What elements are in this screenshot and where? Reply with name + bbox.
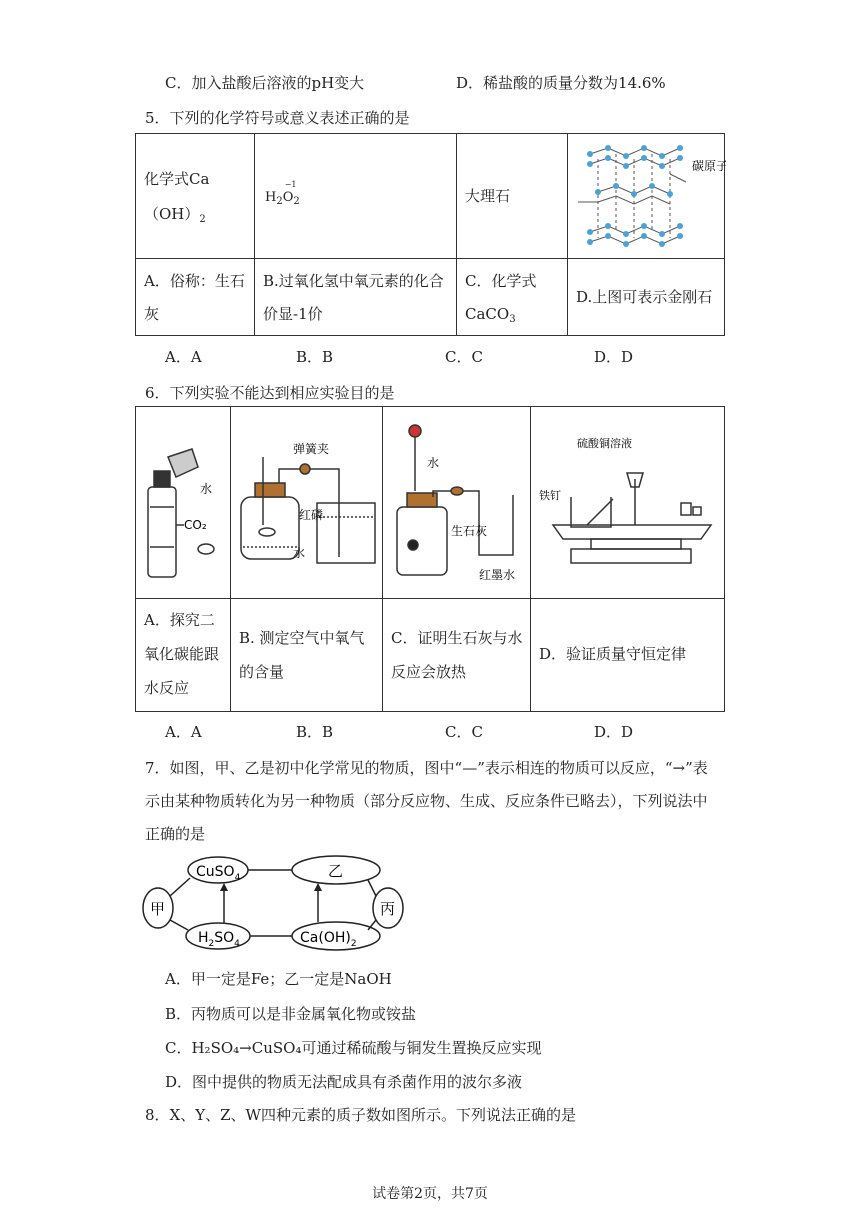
q5-choice-a[interactable]: A．A	[165, 348, 202, 366]
q5-option-c-line2: CaCO$_3$	[465, 305, 516, 325]
q5-cell-r2c2	[254, 258, 457, 336]
q5-option-a-line2: 灰	[144, 305, 160, 323]
cuso4-node: CuSO$_4$	[196, 864, 241, 883]
fig-a-co2-label: CO₂	[184, 518, 207, 532]
q5-cell-r2c3	[456, 258, 568, 336]
q4-option-d: D．稀盐酸的质量分数为14.6%	[456, 74, 666, 92]
fig-c-ink-label: 红墨水	[479, 568, 516, 582]
q7-stem-line1: 7．如图，甲、乙是初中化学常见的物质，图中“—”表示相连的物质可以反应，“→”表	[145, 759, 708, 777]
q6-option-c-line2: 反应会放热	[391, 663, 467, 681]
fig-c-water-label: 水	[427, 456, 440, 470]
q6-option-c-line1: C．证明生石灰与水	[391, 629, 523, 647]
q6-fig-b	[230, 406, 383, 599]
q6-cell-a	[135, 598, 231, 712]
oxygen-measure-figure	[231, 407, 384, 600]
q5-h2o2: $H_2$ −1 $O_2$	[265, 180, 300, 207]
q6-option-a-line3: 水反应	[144, 679, 190, 697]
q7-option-c[interactable]: C．H₂SO₄→CuSO₄可通过稀硫酸与铜发生置换反应实现	[165, 1039, 542, 1057]
q5-cell-r2c4	[567, 258, 725, 336]
q6-fig-d	[530, 406, 725, 599]
q5-cell-r1c1	[135, 133, 255, 259]
q5-marble: 大理石	[465, 187, 511, 205]
q7-relation-diagram	[140, 850, 420, 960]
fig-b-water-label: 水	[293, 546, 306, 560]
q5-formula-line2: $(OH)_2$	[144, 205, 206, 225]
q6-option-a-line2: 氧化碳能跟	[144, 645, 220, 663]
quicklime-figure	[383, 407, 532, 600]
caoh2-node: $Ca(OH)_2$	[300, 930, 357, 949]
fig-a-water-label: 水	[200, 482, 213, 496]
q6-option-a-line1: A．探究二	[144, 611, 215, 629]
q6-choice-b[interactable]: B．B	[296, 723, 334, 741]
q6-choice-a[interactable]: A．A	[165, 723, 202, 741]
q5-option-b-line2: 价显-1价	[263, 305, 323, 323]
q6-fig-c	[382, 406, 531, 599]
fig-d-solution-label: 硫酸铜溶液	[577, 437, 632, 450]
q5-choice-d[interactable]: D．D	[594, 348, 634, 366]
fig-d-nail-label: 铁钉	[539, 489, 561, 502]
balance-figure	[531, 407, 726, 600]
carbon-atom-label: 碳原子	[692, 159, 726, 173]
q6-option-b-line2: 的含量	[239, 663, 285, 681]
q5-option-b-line1: B.过氧化氢中氧元素的化合	[263, 272, 444, 290]
q7-option-a[interactable]: A．甲一定是Fe；乙一定是NaOH	[165, 970, 392, 988]
q5-cell-r1c4	[567, 133, 725, 259]
q7-option-b[interactable]: B．丙物质可以是非金属氧化物或铵盐	[165, 1005, 417, 1023]
co2-bottle-figure	[136, 407, 232, 600]
q6-option-b-line1: B. 测定空气中氧气	[239, 629, 365, 647]
diamond-structure-figure	[568, 134, 726, 260]
q6-cell-c	[382, 598, 531, 712]
q5-cell-r1c2	[254, 133, 457, 259]
q6-stem: 6．下列实验不能达到相应实验目的是	[145, 384, 395, 402]
q6-cell-d	[530, 598, 725, 712]
page-footer: 试卷第2页，共7页	[372, 1186, 488, 1202]
jia-node: 甲	[150, 900, 166, 918]
q6-choice-d[interactable]: D．D	[594, 723, 634, 741]
fig-b-clamp-label: 弹簧夹	[293, 442, 330, 456]
q6-fig-a	[135, 406, 231, 599]
yi-node: 乙	[328, 862, 344, 880]
q5-option-d: D.上图可表示金刚石	[576, 288, 713, 306]
fig-c-lime-label: 生石灰	[451, 524, 488, 538]
h2so4-node: $H_2SO_4$	[198, 930, 240, 949]
q8-stem: 8．X、Y、Z、W四种元素的质子数如图所示。下列说法正确的是	[145, 1106, 576, 1124]
q7-stem-line2: 示由某种物质转化为另一种物质（部分反应物、生成、反应条件已略去），下列说法中	[145, 792, 708, 810]
bing-node: 丙	[380, 900, 396, 918]
q5-cell-r2c1	[135, 258, 255, 336]
q4-option-c: C．加入盐酸后溶液的pH变大	[165, 74, 365, 92]
fig-b-phosphorus-label: 红磷	[299, 508, 324, 522]
q5-formula-line1: 化学式Ca	[144, 170, 210, 188]
q5-choice-b[interactable]: B．B	[296, 348, 334, 366]
q5-stem: 5．下列的化学符号或意义表述正确的是	[145, 109, 410, 127]
q7-stem-line3: 正确的是	[145, 825, 206, 843]
q5-choice-c[interactable]: C．C	[445, 348, 483, 366]
q5-option-c-line1: C．化学式	[465, 272, 537, 290]
q5-option-a-line1: A．俗称：生石	[144, 272, 245, 290]
q6-option-d: D．验证质量守恒定律	[539, 645, 687, 663]
q5-cell-r1c3	[456, 133, 568, 259]
q6-choice-c[interactable]: C．C	[445, 723, 483, 741]
q6-cell-b	[230, 598, 383, 712]
q7-option-d[interactable]: D．图中提供的物质无法配成具有杀菌作用的波尔多液	[165, 1073, 523, 1091]
